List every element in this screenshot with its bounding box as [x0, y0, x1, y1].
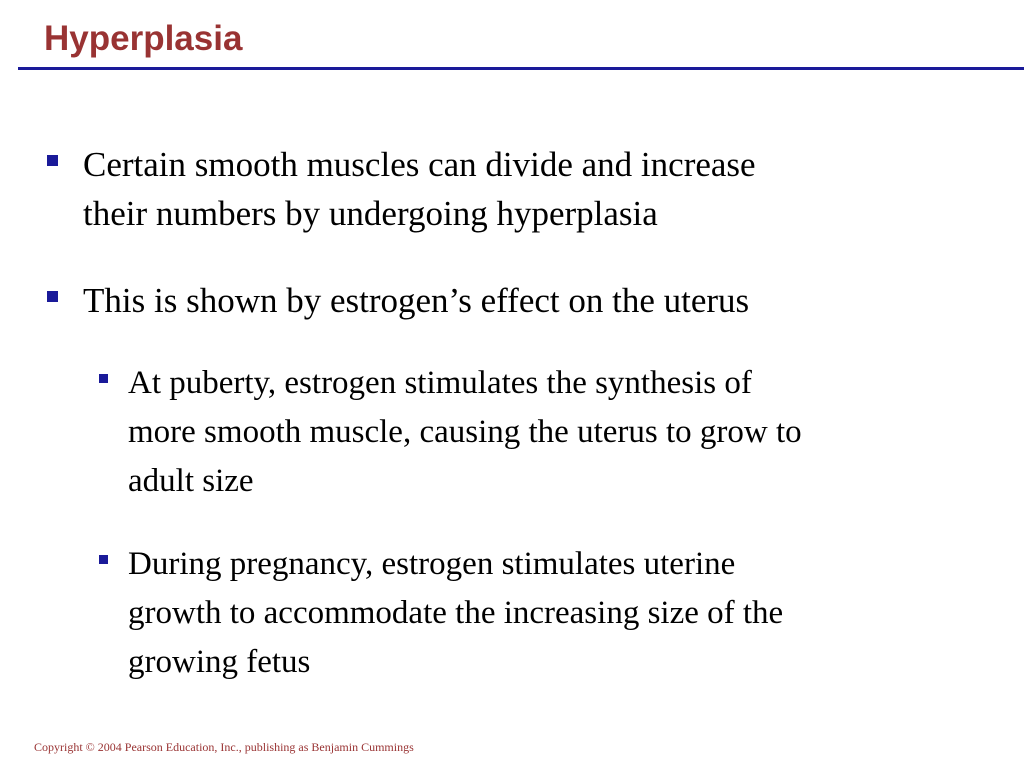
square-bullet-icon: [99, 555, 108, 564]
slide-title: Hyperplasia: [44, 19, 243, 58]
bullet-item: [47, 276, 963, 325]
sub-bullet-text: At puberty, estrogen stimulates the synthesis of more smooth muscle, causing the uterus to grow to adult size: [128, 365, 802, 499]
bullet-text: This is shown by estrogen’s effect on the uterus: [83, 281, 750, 320]
bullet-text: Certain smooth muscles can divide and increase their numbers by undergoing hyperplasia: [83, 145, 756, 233]
bullet-item: [47, 140, 963, 238]
square-bullet-icon: [47, 291, 58, 302]
sub-bullet-item: [99, 359, 1008, 506]
copyright-footer: Copyright © 2004 Pearson Education, Inc., publishing as Benjamin Cummings: [34, 740, 414, 754]
square-bullet-icon: [99, 374, 108, 383]
sub-bullet-item: [99, 540, 1008, 687]
square-bullet-icon: [47, 155, 58, 166]
title-divider: [18, 67, 1024, 70]
sub-bullet-text: During pregnancy, estrogen stimulates uterine growth to accommodate the increasing size of the growing fetus: [128, 546, 784, 680]
